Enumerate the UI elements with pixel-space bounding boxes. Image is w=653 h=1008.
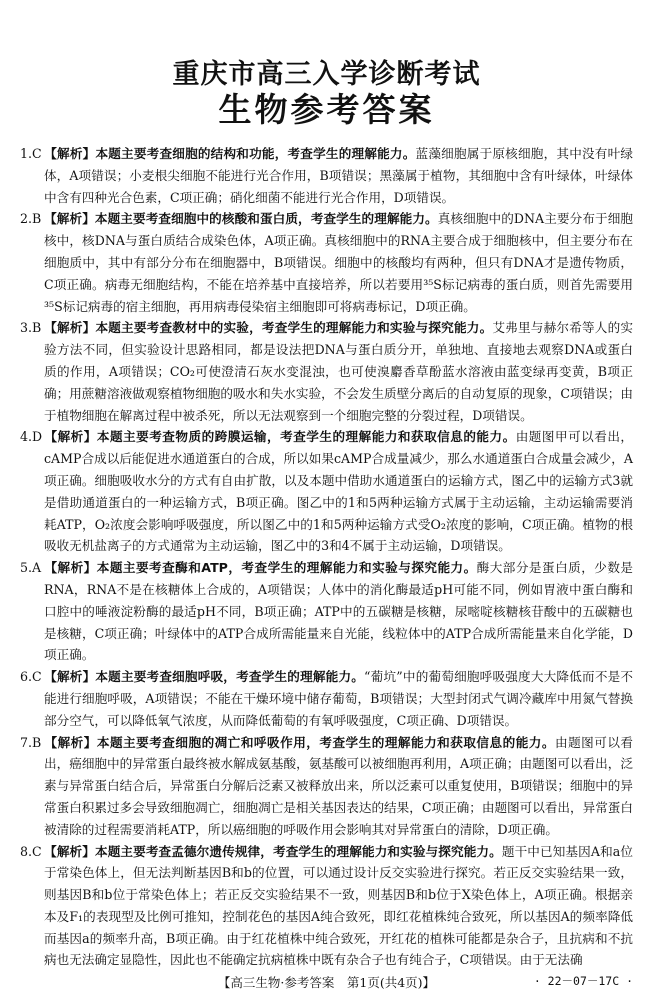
answer-number: 5.A [20,560,42,576]
answer-item-5 [20,557,633,666]
footer-page-label: 【高三生物·参考答案 第1页(共4页)】 [217,975,436,990]
analysis-tag: 【解析】 [44,320,96,336]
answer-focus: 本题主要考查细胞的结构和功能，考查学生的理解能力。 [95,146,416,161]
page-title: 重庆市高三入学诊断考试 [172,59,481,90]
answer-text: 题干中已知基因A和a位于常染色体上，但无法判断基因B和b的位置，可以通过设计反交实验进行探究。若正反交实验结果一致，则基因B和b位于常染色体上；若正反交实验结果不一致，则基因B和b位于X染色体上，A项正确。根据亲本及F₁的表现型及比例可推知，控制花色的基因A纯合致死，即红花植株纯合致死，所以基因A的频率降低而基因a的频率升高，B项正确。由于红花植株中纯合致死，开红花的植株可能都是杂合子，且抗病和不抗病也无法确定显隐性，因此也不能确定抗病植株中既有杂合子也有纯合子，C项错误。由于无法确 [44,843,634,968]
analysis-tag: 【解析】 [44,843,95,859]
answer-item-4 [20,426,633,557]
answer-item-2 [20,208,633,317]
answer-text: 由题图甲可以看出，cAMP合成以后能促进水通道蛋白的合成，所以如果cAMP合成量减少，那么水通道蛋白合成量会减少，A项正确。细胞吸收水分的方式有自由扩散，以及本题中借助水通道蛋白的运输方式，图乙中的运输方式3就是借助通道蛋白的一种运输方式，B项正确。图乙中的1和5两种运输方式属于主动运输，主动运输需要消耗ATP，O₂浓度会影响呼吸强度，所以图乙中的1和5两种运输方式受O₂浓度的影响，C项正确。植物的根吸收无机盐离子的方式通常为主动运输，图乙中的3和4不属于主动运输，D项错误。 [44,429,634,554]
page-subtitle: 生物参考答案 [218,90,435,129]
answer-item-6 [20,666,633,731]
answer-focus: 本题主要考查教材中的实验，考查学生的理解能力和实验与探究能力。 [95,320,493,336]
answer-item-1 [20,143,633,208]
answer-text: 艾弗里与赫尔希等人的实验方法不同，但实验设计思路相同，都是设法把DNA与蛋白质分开，单独地、直接地去观察DNA或蛋白质的作用，A项错误；CO₂可使澄清石灰水变混浊，也可使溴麝香草酚蓝水溶液由蓝变绿再变黄，B项正确；用蔗糖溶液做观察植物细胞的吸水和失水实验，不会发生质壁分离后的自动复原的现象，C项错误；由于植物细胞在解离过程中被杀死，所以无法观察到一个细胞完整的分裂过程，D项错误。 [44,320,634,423]
analysis-tag: 【解析】 [44,734,97,750]
answer-text: 酶大部分是蛋白质，少数是RNA，RNA不是在核糖体上合成的，A项错误；人体中的消化酶最适pH可能不同，例如胃液中蛋白酶和口腔中的唾液淀粉酶的最适pH不同，B项正确；ATP中的五碳糖是核糖，尿嘧啶核糖核苷酸中的五碳糖也是核糖，C项正确；叶绿体中的ATP合成所需能量来自光能，线粒体中的ATP合成所需能量来自化学能，D项正确。 [44,560,634,663]
answer-focus: 本题主要考查细胞中的核酸和蛋白质，考查学生的理解能力。 [94,211,438,227]
answer-list [20,143,633,971]
analysis-tag: 【解析】 [44,429,97,445]
page-footer [20,973,633,993]
answer-number: 4.D [20,429,43,445]
footer-code: · 22－07－17C · [533,974,633,988]
answer-focus: 本题主要考查物质的跨膜运输，考查学生的理解能力和获取信息的能力。 [96,429,516,445]
answer-item-3 [20,317,633,426]
answer-focus: 本题主要考查孟德尔遗传规律，考查学生的理解能力和实验与探究能力。 [94,843,502,859]
analysis-tag: 【解析】 [44,211,95,227]
answer-number: 3.B [20,320,42,336]
analysis-tag: 【解析】 [44,560,97,576]
answer-item-7 [20,732,633,841]
analysis-tag: 【解析】 [44,669,96,685]
answer-text: 由题图可以看出，癌细胞中的异常蛋白最终被水解成氨基酸，氨基酸可以被细胞再利用，A项正确；由题图可以看出，泛素与异常蛋白结合后，异常蛋白分解后泛素又被释放出来，所以泛素可以重复使用，B项错误；细胞中的异常蛋白积累过多会导致细胞凋亡，细胞凋亡是相关基因表达的结果，C项正确；由题图可以看出，异常蛋白被清除的过程需要消耗ATP，所以癌细胞的呼吸作用会影响其对异常蛋白的清除，D项正确。 [44,734,634,837]
answer-focus: 本题主要考查细胞呼吸，考查学生的理解能力。 [95,669,365,685]
answer-item-8 [20,841,633,972]
answer-text: “葡坑”中的葡萄细胞呼吸强度大大降低而不是不能进行细胞呼吸，A项错误；不能在干燥环境中储存葡萄，B项错误；大型封闭式气调冷藏库中用氮气替换部分空气，可以降低氧气浓度，从而降低葡萄的有氧呼吸强度，C项正确、D项错误。 [44,669,633,728]
answer-number: 2.B [20,211,42,227]
answer-focus: 本题主要考查酶和ATP，考查学生的理解能力和实验与探究能力。 [96,560,477,576]
answer-number: 8.C [20,843,42,859]
answer-text: 蓝藻细胞属于原核细胞，其中没有叶绿体，A项错误；小麦根尖细胞不能进行光合作用，B项错误；黑藻属于植物，其细胞中含有叶绿体，叶绿体中含有四种光合色素，C项正确；硝化细菌不能进行光合作用，D项错误。 [44,146,634,205]
answer-number: 7.B [20,734,42,750]
analysis-tag: 【解析】 [44,146,96,161]
answer-focus: 本题主要考查细胞的凋亡和呼吸作用，考查学生的理解能力和获取信息的能力。 [96,734,555,750]
answer-text: 真核细胞中的DNA主要分布于细胞核中，核DNA与蛋白质结合成染色体，A项正确。真核细胞中的RNA主要合成于细胞核中，但主要分布在细胞质中，其中有部分分布在细胞器中，B项错误。细胞中的核酸均有两种，但只有DNA才是遗传物质，C项正确。病毒无细胞结构，不能在培养基中直接培养，所以若要用³⁵S标记病毒的蛋白质，则首先需要用³⁵S标记病毒的宿主细胞，再用病毒侵染宿主细胞即可将病毒标记，D项正确。 [44,211,634,314]
answer-number: 1.C [20,146,42,161]
answer-number: 6.C [20,669,42,685]
